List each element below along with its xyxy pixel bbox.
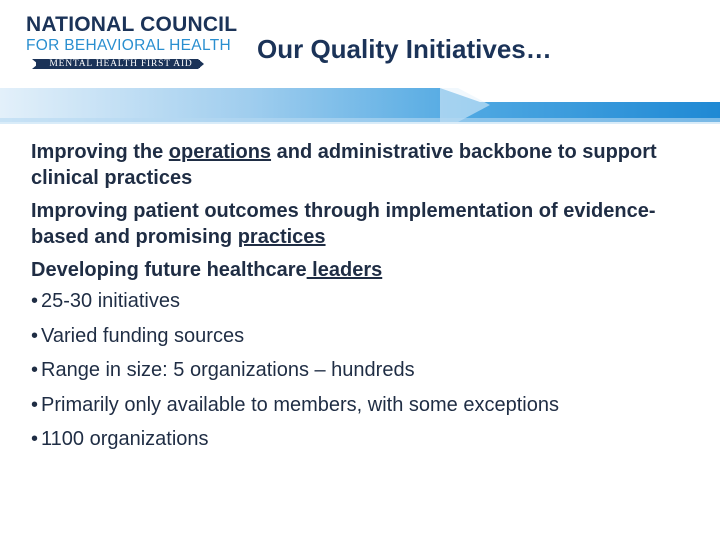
bullet-text: Range in size: 5 organizations – hundreds [41, 359, 415, 381]
logo-line-2: FOR BEHAVIORAL HEALTH [26, 37, 231, 54]
bullet-icon: • [31, 290, 39, 312]
bullet-text: Varied funding sources [41, 324, 245, 347]
logo-ribbon [26, 57, 216, 71]
text-segment: Developing future healthcare [31, 259, 307, 281]
logo-line-1: NATIONAL COUNCIL [26, 13, 238, 36]
bullet-icon: • [31, 359, 39, 381]
underlined-text: practices [237, 226, 326, 248]
bullet-item [31, 323, 701, 349]
bullet-text: Primarily only available to members, with some exceptions [41, 393, 559, 416]
paragraph [31, 198, 701, 250]
logo-line-3: MENTAL HEALTH FIRST AID [49, 59, 193, 69]
text-segment: Improving patient outcomes through implementation of evidence-based and promising [31, 200, 656, 248]
bullet-item [31, 288, 701, 314]
slide-content [31, 139, 701, 461]
underlined-text: leaders [306, 259, 383, 281]
bullet-item [31, 392, 701, 418]
bullet-item [31, 426, 701, 452]
header-band [0, 72, 720, 124]
bullet-icon: • [31, 428, 39, 450]
text-segment: Improving the [31, 141, 169, 163]
paragraph [31, 139, 701, 191]
text-segment: and administrative backbone to support clinical practices [31, 141, 657, 189]
bullet-text: 1100 organizations [41, 428, 209, 450]
bullet-item [31, 357, 701, 383]
bullet-icon: • [31, 393, 39, 416]
bullet-icon: • [31, 324, 39, 347]
underlined-text: operations [168, 141, 272, 163]
slide-title: Our Quality Initiatives… [257, 34, 552, 64]
paragraph [31, 257, 701, 283]
logo [26, 13, 238, 71]
bullet-text: 25-30 initiatives [41, 290, 180, 312]
